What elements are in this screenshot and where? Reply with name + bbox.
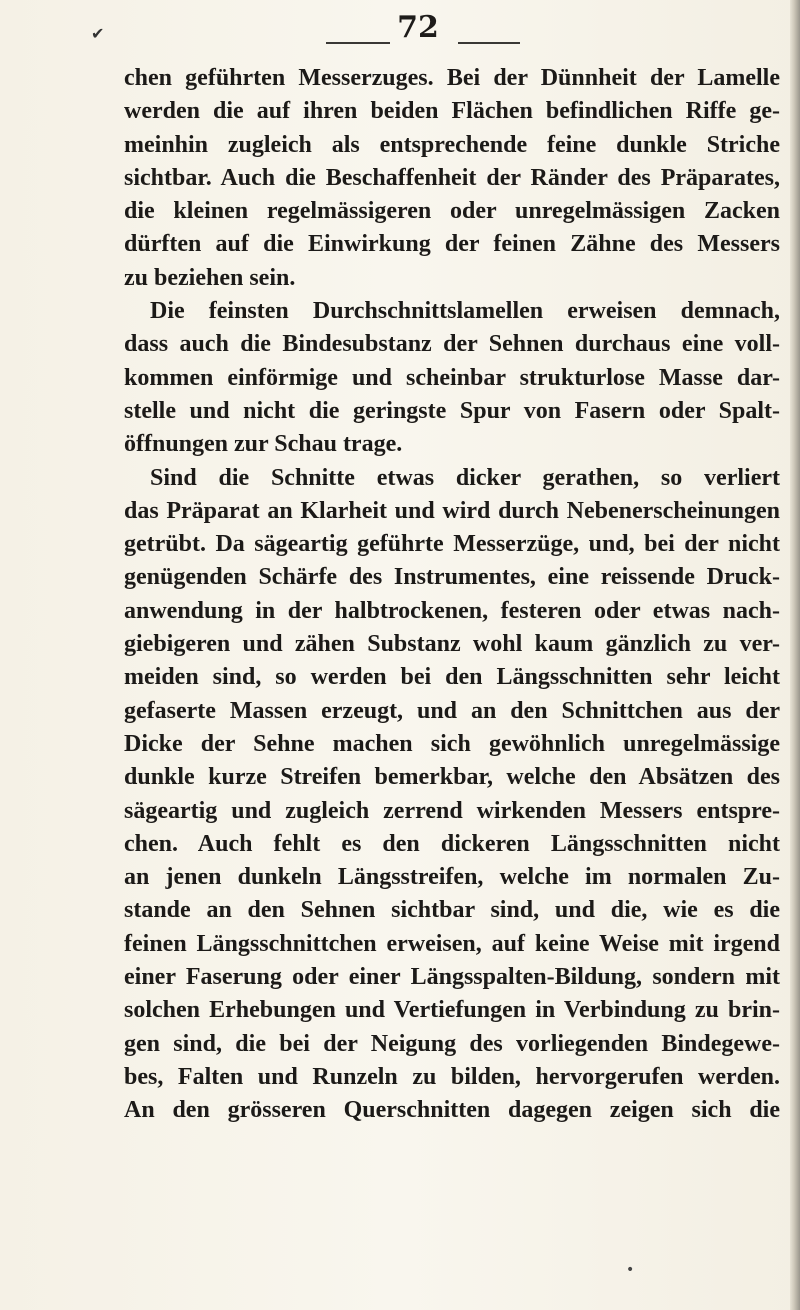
text-line: feinen Längsschnittchen erweisen, auf keine Weise mit irgend [124,930,780,957]
text-line: giebigeren und zähen Substanz wohl kaum gänzlich zu ver- [124,631,780,658]
text-line: werden die auf ihren beiden Flächen befindlichen Riffe ge- [124,98,780,125]
text-line: Die feinsten Durchschnittslamellen erweisen demnach, [150,298,780,325]
body-text [124,62,780,1128]
header-rule-right [458,42,520,44]
text-line: meiden sind, so werden bei den Längsschnitten sehr leicht [124,664,780,691]
text-line: zu beziehen sein. [124,264,296,291]
page-header [0,10,800,46]
text-line: stelle und nicht die geringste Spur von Fasern oder Spalt- [124,397,780,424]
header-rule-left [326,42,390,44]
text-line: die kleinen regelmässigeren oder unregelmässigen Zacken [124,198,780,225]
text-line: öffnungen zur Schau trage. [124,431,403,458]
text-line: solchen Erhebungen und Vertiefungen in Verbindung zu brin- [124,997,780,1024]
text-line: dunkle kurze Streifen bemerkbar, welche den Absätzen des [124,764,780,791]
text-line: gefaserte Massen erzeugt, und an den Schnittchen aus der [124,697,780,724]
text-line: meinhin zugleich als entsprechende feine dunkle Striche [124,131,780,158]
text-line: kommen einförmige und scheinbar strukturlose Masse dar- [124,364,780,391]
text-line: bes, Falten und Runzeln zu bilden, hervorgerufen werden. [124,1063,780,1090]
page-edge [790,0,800,1310]
text-line: genügenden Schärfe des Instrumentes, eine reissende Druck- [124,564,780,591]
text-line: sichtbar. Auch die Beschaffenheit der Ränder des Präparates, [124,164,780,191]
text-line: sägeartig und zugleich zerrend wirkenden Messers entspre- [124,797,780,824]
print-speck-icon: • [626,1262,635,1278]
page-number: 72 [397,10,439,45]
print-mark-icon: ✔ [91,24,105,43]
text-line: dass auch die Bindesubstanz der Sehnen durchaus eine voll- [124,331,780,358]
text-line: chen. Auch fehlt es den dickeren Längsschnitten nicht [124,830,780,857]
text-line: getrübt. Da sägeartig geführte Messerzüge, und, bei der nicht [124,531,780,558]
text-line: Sind die Schnitte etwas dicker gerathen, so verliert [150,464,780,491]
text-line: An den grösseren Querschnitten dagegen zeigen sich die [124,1097,780,1124]
text-line: anwendung in der halbtrockenen, festeren oder etwas nach- [124,597,780,624]
text-line: chen geführten Messerzuges. Bei der Dünnheit der Lamelle [124,65,780,91]
text-line: gen sind, die bei der Neigung des vorliegenden Bindegewe- [124,1030,780,1057]
text-line: Dicke der Sehne machen sich gewöhnlich unregelmässige [124,730,780,757]
text-line: an jenen dunkeln Längsstreifen, welche im normalen Zu- [124,864,780,891]
text-line: stande an den Sehnen sichtbar sind, und die, wie es die [124,897,780,924]
text-line: einer Faserung oder einer Längsspalten-Bildung, sondern mit [124,964,780,991]
text-line: das Präparat an Klarheit und wird durch Nebenerscheinungen [124,497,780,524]
text-line: dürften auf die Einwirkung der feinen Zähne des Messers [124,231,780,258]
